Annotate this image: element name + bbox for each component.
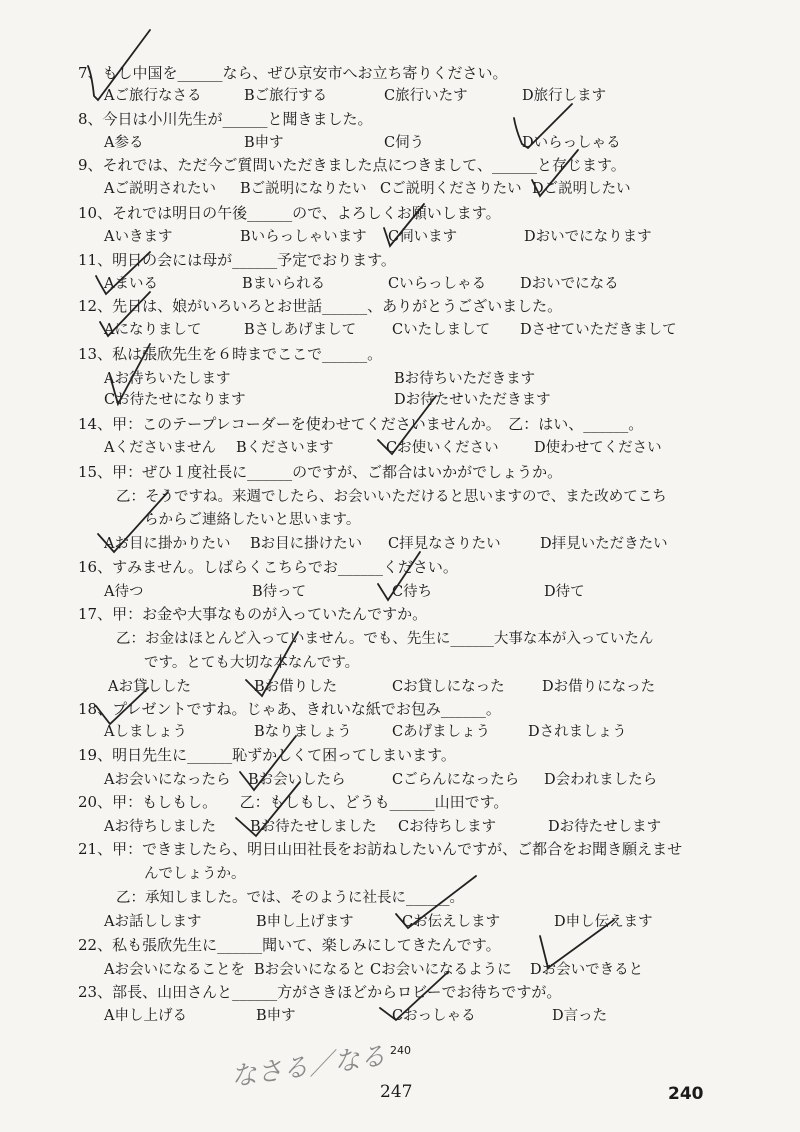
- q17-option-b[interactable]: Bお借りした: [254, 679, 338, 695]
- q21-option-b[interactable]: B申し上げます: [256, 914, 354, 930]
- question-18: 18、プレゼントですね。じゃあ、きれいな紙でお包み______。: [78, 700, 501, 718]
- handwritten-note: なさる／なる: [229, 1041, 388, 1093]
- q17-option-d[interactable]: Dお借りになった: [542, 679, 656, 695]
- q8-option-c[interactable]: C伺う: [384, 135, 425, 151]
- question-23: 23、部長、山田さんと______方がさきほどからロビーでお待ちですが。: [78, 983, 562, 1001]
- q14-option-b[interactable]: Bくださいます: [236, 440, 334, 456]
- question-20: 20、甲：もしもし。 乙：もしもし、どうも______山田です。: [78, 793, 509, 811]
- q22-option-d[interactable]: Dお会いできると: [530, 962, 644, 978]
- question-12: 12、先日は、娘がいろいろとお世話______、ありがとうございました。: [78, 297, 563, 315]
- q21-option-c[interactable]: Cお伝えします: [402, 914, 501, 930]
- q19-option-b[interactable]: Bお会いしたら: [248, 772, 346, 788]
- q17-option-c[interactable]: Cお貸しになった: [392, 679, 505, 695]
- q12-option-d[interactable]: Dさせていただきまして: [520, 322, 677, 338]
- q15-reply-line-2: らからご連絡したいと思います。: [144, 512, 361, 528]
- q8-option-a[interactable]: A参る: [104, 135, 144, 151]
- q15-option-d[interactable]: D拝見いただきたい: [540, 536, 668, 552]
- q18-option-b[interactable]: Bなりましょう: [254, 724, 352, 740]
- q14-option-d[interactable]: D使わせてください: [534, 440, 662, 456]
- q22-option-c[interactable]: Cお会いになるように: [370, 962, 512, 978]
- q13-option-c[interactable]: Cお待たせになります: [104, 392, 246, 408]
- q15-option-a[interactable]: Aお目に掛かりたい: [104, 536, 231, 552]
- question-21: 21、甲：できましたら、明日山田社長をお訪ねしたいんですが、ご都合をお聞き願えませ: [78, 840, 683, 858]
- q11-option-d[interactable]: Dおいでになる: [520, 276, 619, 292]
- question-11: 11、明日の会には母が______予定でおります。: [78, 251, 396, 269]
- q8-option-d[interactable]: Dいらっしゃる: [522, 135, 621, 151]
- q9-option-c[interactable]: Cご説明くださりたい: [380, 181, 522, 197]
- q11-option-a[interactable]: Aまいる: [104, 276, 158, 292]
- page-number-printed: 247: [380, 1082, 413, 1102]
- question-13: 13、私は張欣先生を６時までここで______。: [78, 345, 383, 363]
- question-17: 17、甲：お金や大事なものが入っていたんですか。: [78, 605, 428, 623]
- q9-option-b[interactable]: Bご説明になりたい: [240, 181, 367, 197]
- q20-option-c[interactable]: Cお待ちします: [398, 819, 497, 835]
- q11-option-c[interactable]: Cいらっしゃる: [388, 276, 487, 292]
- q14-option-c[interactable]: Cお使いください: [386, 440, 499, 456]
- q21-reply: 乙：承知しました。では、そのように社長に______。: [116, 890, 464, 906]
- q19-option-d[interactable]: D会われましたら: [544, 772, 658, 788]
- q18-option-a[interactable]: Aしましょう: [104, 724, 187, 740]
- q18-option-c[interactable]: Cあげましょう: [392, 724, 491, 740]
- q16-option-d[interactable]: D待て: [544, 584, 585, 600]
- question-19: 19、明日先生に______恥ずかしくて困ってしまいます。: [78, 746, 456, 764]
- q13-option-a[interactable]: Aお待ちいたします: [104, 371, 231, 387]
- q12-option-c[interactable]: Cいたしまして: [392, 322, 491, 338]
- page-number-corner: 240: [668, 1084, 704, 1104]
- q13-option-b[interactable]: Bお待ちいただきます: [394, 371, 536, 387]
- q13-option-d[interactable]: Dお待たせいただきます: [394, 392, 551, 408]
- q17-option-a[interactable]: Aお貸しした: [108, 679, 191, 695]
- question-9: 9、それでは、ただ今ご質問いただきました点につきまして、______と存じます。: [78, 156, 626, 174]
- q12-option-b[interactable]: Bさしあげまして: [244, 322, 357, 338]
- q9-option-d[interactable]: Dご説明したい: [532, 181, 631, 197]
- q17-reply-line-2: です。とても大切な本なんです。: [144, 655, 360, 671]
- q12-option-a[interactable]: Aになりまして: [104, 322, 202, 338]
- question-14: 14、甲：このテープレコーダーを使わせてくださいませんか。 乙：はい、______。: [78, 415, 644, 433]
- q15-reply-line-1: 乙：そうですね。来週でしたら、お会いいただけると思いますので、また改めてこち: [116, 489, 667, 505]
- q7-option-a[interactable]: Aご旅行なさる: [104, 88, 202, 104]
- question-8: 8、今日は小川先生が______と聞きました。: [78, 110, 373, 128]
- q10-option-a[interactable]: Aいきます: [104, 229, 173, 245]
- q19-option-c[interactable]: Cごらんになったら: [392, 772, 520, 788]
- question-7: 7、もし中国を______なら、ぜひ京安市へお立ち寄りください。: [78, 64, 508, 82]
- q7-option-d[interactable]: D旅行します: [522, 88, 607, 104]
- question-22: 22、私も張欣先生に______聞いて、楽しみにしてきたんです。: [78, 936, 501, 954]
- q10-option-c[interactable]: C伺います: [388, 229, 458, 245]
- q19-option-a[interactable]: Aお会いになったら: [104, 772, 231, 788]
- q20-option-d[interactable]: Dお待たせします: [548, 819, 662, 835]
- q23-option-d[interactable]: D言った: [552, 1008, 608, 1024]
- q8-option-b[interactable]: B申す: [244, 135, 284, 151]
- q7-option-c[interactable]: C旅行いたす: [384, 88, 468, 104]
- q23-option-b[interactable]: B申す: [256, 1008, 296, 1024]
- q22-option-b[interactable]: Bお会いになると: [254, 962, 367, 978]
- q17-reply-line-1: 乙：お金はほとんど入っていません。でも、先生に______大事な本が入っていたん: [116, 631, 654, 647]
- q16-option-c[interactable]: C待ち: [392, 584, 433, 600]
- q20-option-b[interactable]: Bお待たせしました: [250, 819, 377, 835]
- page-number-small: 240: [390, 1044, 411, 1057]
- q10-option-d[interactable]: Dおいでになります: [524, 229, 652, 245]
- q23-option-a[interactable]: A申し上げる: [104, 1008, 187, 1024]
- q11-option-b[interactable]: Bまいられる: [242, 276, 326, 292]
- q10-option-b[interactable]: Bいらっしゃいます: [240, 229, 367, 245]
- q15-option-c[interactable]: C拝見なさりたい: [388, 536, 501, 552]
- question-15: 15、甲：ぜひ１度社長に______のですが、ご都合はいかがでしょうか。: [78, 463, 563, 481]
- q15-option-b[interactable]: Bお目に掛けたい: [250, 536, 363, 552]
- q21-option-d[interactable]: D申し伝えます: [554, 914, 653, 930]
- q21-option-a[interactable]: Aお話しします: [104, 914, 202, 930]
- q9-option-a[interactable]: Aご説明されたい: [104, 181, 216, 197]
- question-16: 16、すみません。しばらくこちらでお______ください。: [78, 558, 458, 576]
- q16-option-b[interactable]: B待って: [252, 584, 307, 600]
- q18-option-d[interactable]: Dされましょう: [528, 724, 627, 740]
- q20-option-a[interactable]: Aお待ちしました: [104, 819, 216, 835]
- q16-option-a[interactable]: A待つ: [104, 584, 144, 600]
- q22-option-a[interactable]: Aお会いになることを: [104, 962, 245, 978]
- q7-option-b[interactable]: Bご旅行する: [244, 88, 328, 104]
- q23-option-c[interactable]: Cおっしゃる: [392, 1008, 476, 1024]
- q21-line-2: んでしょうか。: [144, 866, 246, 882]
- q14-option-a[interactable]: Aくださいません: [104, 440, 216, 456]
- question-10: 10、それでは明日の午後______ので、よろしくお願いします。: [78, 204, 501, 222]
